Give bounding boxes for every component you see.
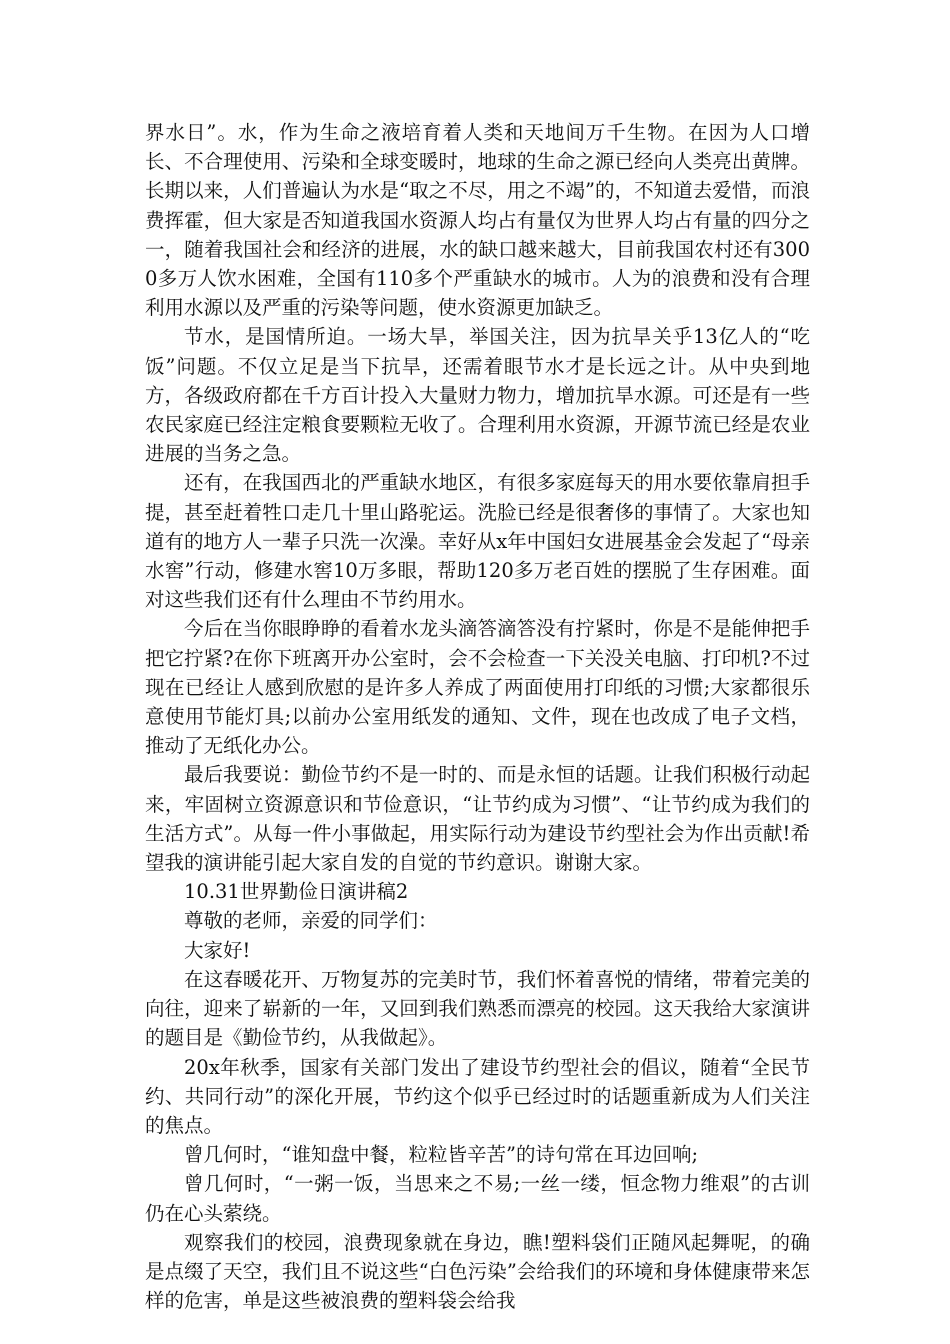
section-title: 10.31世界勤俭日演讲稿2 <box>184 880 409 904</box>
paragraph: 今后在当你眼睁睁的看着水龙头滴答滴答没有拧紧时，你是不是能伸把手把它拧紧?在你下班离开办公室时，会不会检查一下关没关电脑、打印机?不过现在已经让人感到欣慰的是许多人养成了两面使用打印纸的习惯;大家都很乐意使用节能灯具;以前办公室用纸发的通知、文件，现在也改成了电子文档，推动了无纸化办公。 <box>145 617 810 758</box>
paragraph: 界水日”。水，作为生命之液培育着人类和天地间万千生物。在因为人口增长、不合理使用、污染和全球变暖时，地球的生命之源已经向人类亮出黄牌。长期以来，人们普遍认为水是“取之不尽，用之不竭”的，不知道去爱惜，而浪费挥霍，但大家是否知道我国水资源人均占有量仅为世界人均占有量的四分之一，随着我国社会和经济的进展，水的缺口越来越大，目前我国农村还有3000多万人饮水困难，全国有110多个严重缺水的城市。人为的浪费和没有合理利用水源以及严重的污染等问题，使水资源更加缺乏。 <box>145 121 810 320</box>
paragraph: 观察我们的校园，浪费现象就在身边，瞧!塑料袋们正随风起舞呢，的确是点缀了天空，我们且不说这些“白色污染”会给我们的环境和身体健康带来怎样的危害，单是这些被浪费的塑料袋会给我 <box>145 1230 810 1313</box>
paragraph: 在这春暖花开、万物复苏的完美时节，我们怀着喜悦的情绪，带着完美的向往，迎来了崭新的一年，又回到我们熟悉而漂亮的校园。这天我给大家演讲的题目是《勤俭节约，从我做起》。 <box>145 967 810 1050</box>
salutation: 尊敬的老师，亲爱的同学们： <box>184 909 438 933</box>
paragraph: 曾几何时，“谁知盘中餐，粒粒皆辛苦”的诗句常在耳边回响; <box>184 1143 699 1167</box>
paragraph: 最后我要说：勤俭节约不是一时的、而是永恒的话题。让我们积极行动起来，牢固树立资源意识和节俭意识，“让节约成为习惯”、“让节约成为我们的生活方式”。从每一件小事做起，用实际行动为建设节约型社会为作出贡献!希望我的演讲能引起大家自发的自觉的节约意识。谢谢大家。 <box>145 763 810 875</box>
paragraph: 还有，在我国西北的严重缺水地区，有很多家庭每天的用水要依靠肩担手提，甚至赶着牲口走几十里山路驼运。洗脸已经是很奢侈的事情了。大家也知道有的地方人一辈子只洗一次澡。幸好从x年中国妇女进展基金会发起了“母亲水窖”行动，修建水窖10万多眼，帮助120多万老百姓的摆脱了生存困难。面对这些我们还有什么理由不节约用水。 <box>145 471 810 612</box>
greeting: 大家好! <box>184 938 251 962</box>
document-body <box>145 118 810 1315</box>
paragraph: 节水，是国情所迫。一场大旱，举国关注，因为抗旱关乎13亿人的“吃饭”问题。不仅立足是当下抗旱，还需着眼节水才是长远之计。从中央到地方，各级政府都在千方百计投入大量财力物力，增加抗旱水源。可还是有一些农民家庭已经注定粮食要颗粒无收了。合理利用水资源，开源节流已经是农业进展的当务之急。 <box>145 325 810 466</box>
paragraph: 曾几何时，“一粥一饭，当思来之不易;一丝一缕，恒念物力维艰”的古训仍在心头萦绕。 <box>145 1172 810 1225</box>
paragraph: 20x年秋季，国家有关部门发出了建设节约型社会的倡议，随着“全民节约、共同行动”的深化开展，节约这个似乎已经过时的话题重新成为人们关注的焦点。 <box>145 1055 810 1137</box>
